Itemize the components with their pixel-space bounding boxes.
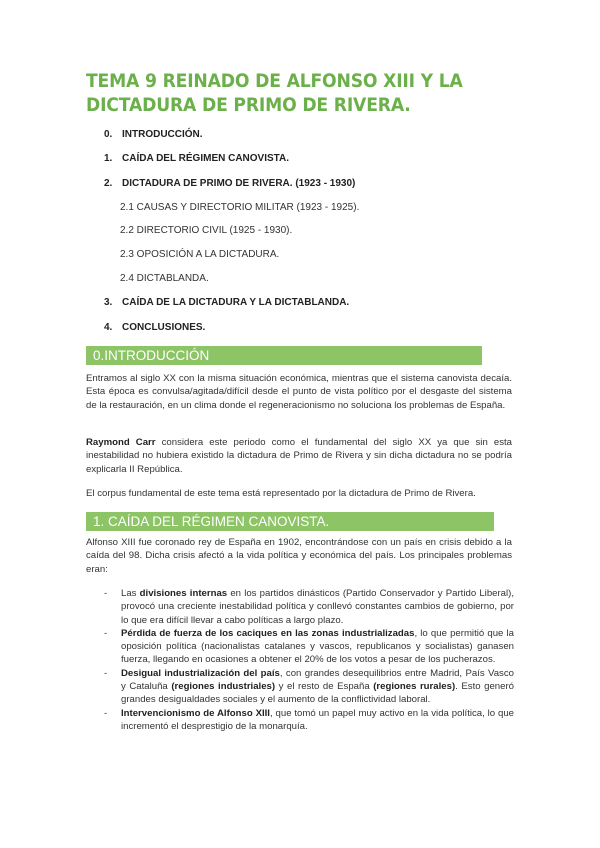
list-item: - Las divisiones internas en los partidos dinásticos (Partido Conservador y Partido Liberal), provocó una creciente inestabilidad política y conllevó constantes cambios de gobierno, por lo que era difícil llevar a cabo políticas a largo plazo. bbox=[104, 588, 515, 626]
toc-subitem: 2.3 OPOSICIÓN A LA DICTADURA. bbox=[120, 249, 280, 260]
page-title: TEMA 9 REINADO DE ALFONSO XIII Y LA DICTADURA DE PRIMO DE RIVERA. bbox=[86, 71, 463, 116]
toc-subitem: 2.1 CAUSAS Y DIRECTORIO MILITAR (1923 - 1925). bbox=[120, 202, 360, 213]
list-item: - Desigual industrialización del país, con grandes desequilibrios entre Madrid, País Vasco y Cataluña (regiones industriales) y el resto de España (regiones rurales). Esto generó grandes desigualdades sociales y el aumento de la conflictividad laboral. bbox=[104, 667, 514, 706]
section-heading-caida: 1. CAÍDA DEL RÉGIMEN CANOVISTA. bbox=[86, 512, 494, 531]
toc-subitem: 2.2 DIRECTORIO CIVIL (1925 - 1930). bbox=[120, 225, 293, 236]
toc-item: 0. INTRODUCCIÓN. bbox=[104, 129, 203, 140]
toc-item: 2. DICTADURA DE PRIMO DE RIVERA. (1923 - 1930) bbox=[104, 178, 356, 189]
author-name: Raymond Carr bbox=[86, 437, 156, 448]
toc-item: 3. CAÍDA DE LA DICTADURA Y LA DICTABLANDA. bbox=[104, 297, 350, 308]
intro-paragraph-carr: Raymond Carr considera este periodo como el fundamental del siglo XX ya que sin esta inestabilidad no hubiera existido la dictadura de Primo de Rivera y sin dicha dictadura no se podría explicarla II República. bbox=[86, 437, 512, 475]
intro-paragraph: Entramos al siglo XX con la misma situación económica, mientras que el sistema canovista decaía. Esta época es convulsa/agitada/difícil desde el punto de vista político por el desgaste del sistema de la restauración, en un clima donde el regeneracionismo no soluciona los problemas de España. bbox=[86, 373, 512, 411]
list-item: - Pérdida de fuerza de los caciques en las zonas industrializadas, lo que permitió que la oposición política (nacionalistas catalanes y vascos, republicanos y socialistas) ganasen fuerza, llegando en ocasiones a obtener el 20% de los votos a pesar de los pucherazos. bbox=[104, 627, 514, 666]
section-heading-intro: 0.INTRODUCCIÓN bbox=[86, 346, 482, 365]
toc-item: 4. CONCLUSIONES. bbox=[104, 322, 206, 333]
caida-paragraph: Alfonso XIII fue coronado rey de España en 1902, encontrándose con un país en crisis debido a la caída del 98. Dicha crisis afectó a la vida política y económica del país. Los principales problemas eran: bbox=[86, 537, 512, 575]
problems-list bbox=[104, 587, 514, 733]
intro-paragraph-corpus: El corpus fundamental de este tema está representado por la dictadura de Primo de Rivera. bbox=[86, 488, 476, 499]
toc-item: 1. CAÍDA DEL RÉGIMEN CANOVISTA. bbox=[104, 153, 290, 164]
list-item: - Intervencionismo de Alfonso XIII, que tomó un papel muy activo en la vida política, lo que incrementó el desprestigio de la monarquía. bbox=[104, 707, 515, 732]
toc-subitem: 2.4 DICTABLANDA. bbox=[120, 273, 209, 284]
